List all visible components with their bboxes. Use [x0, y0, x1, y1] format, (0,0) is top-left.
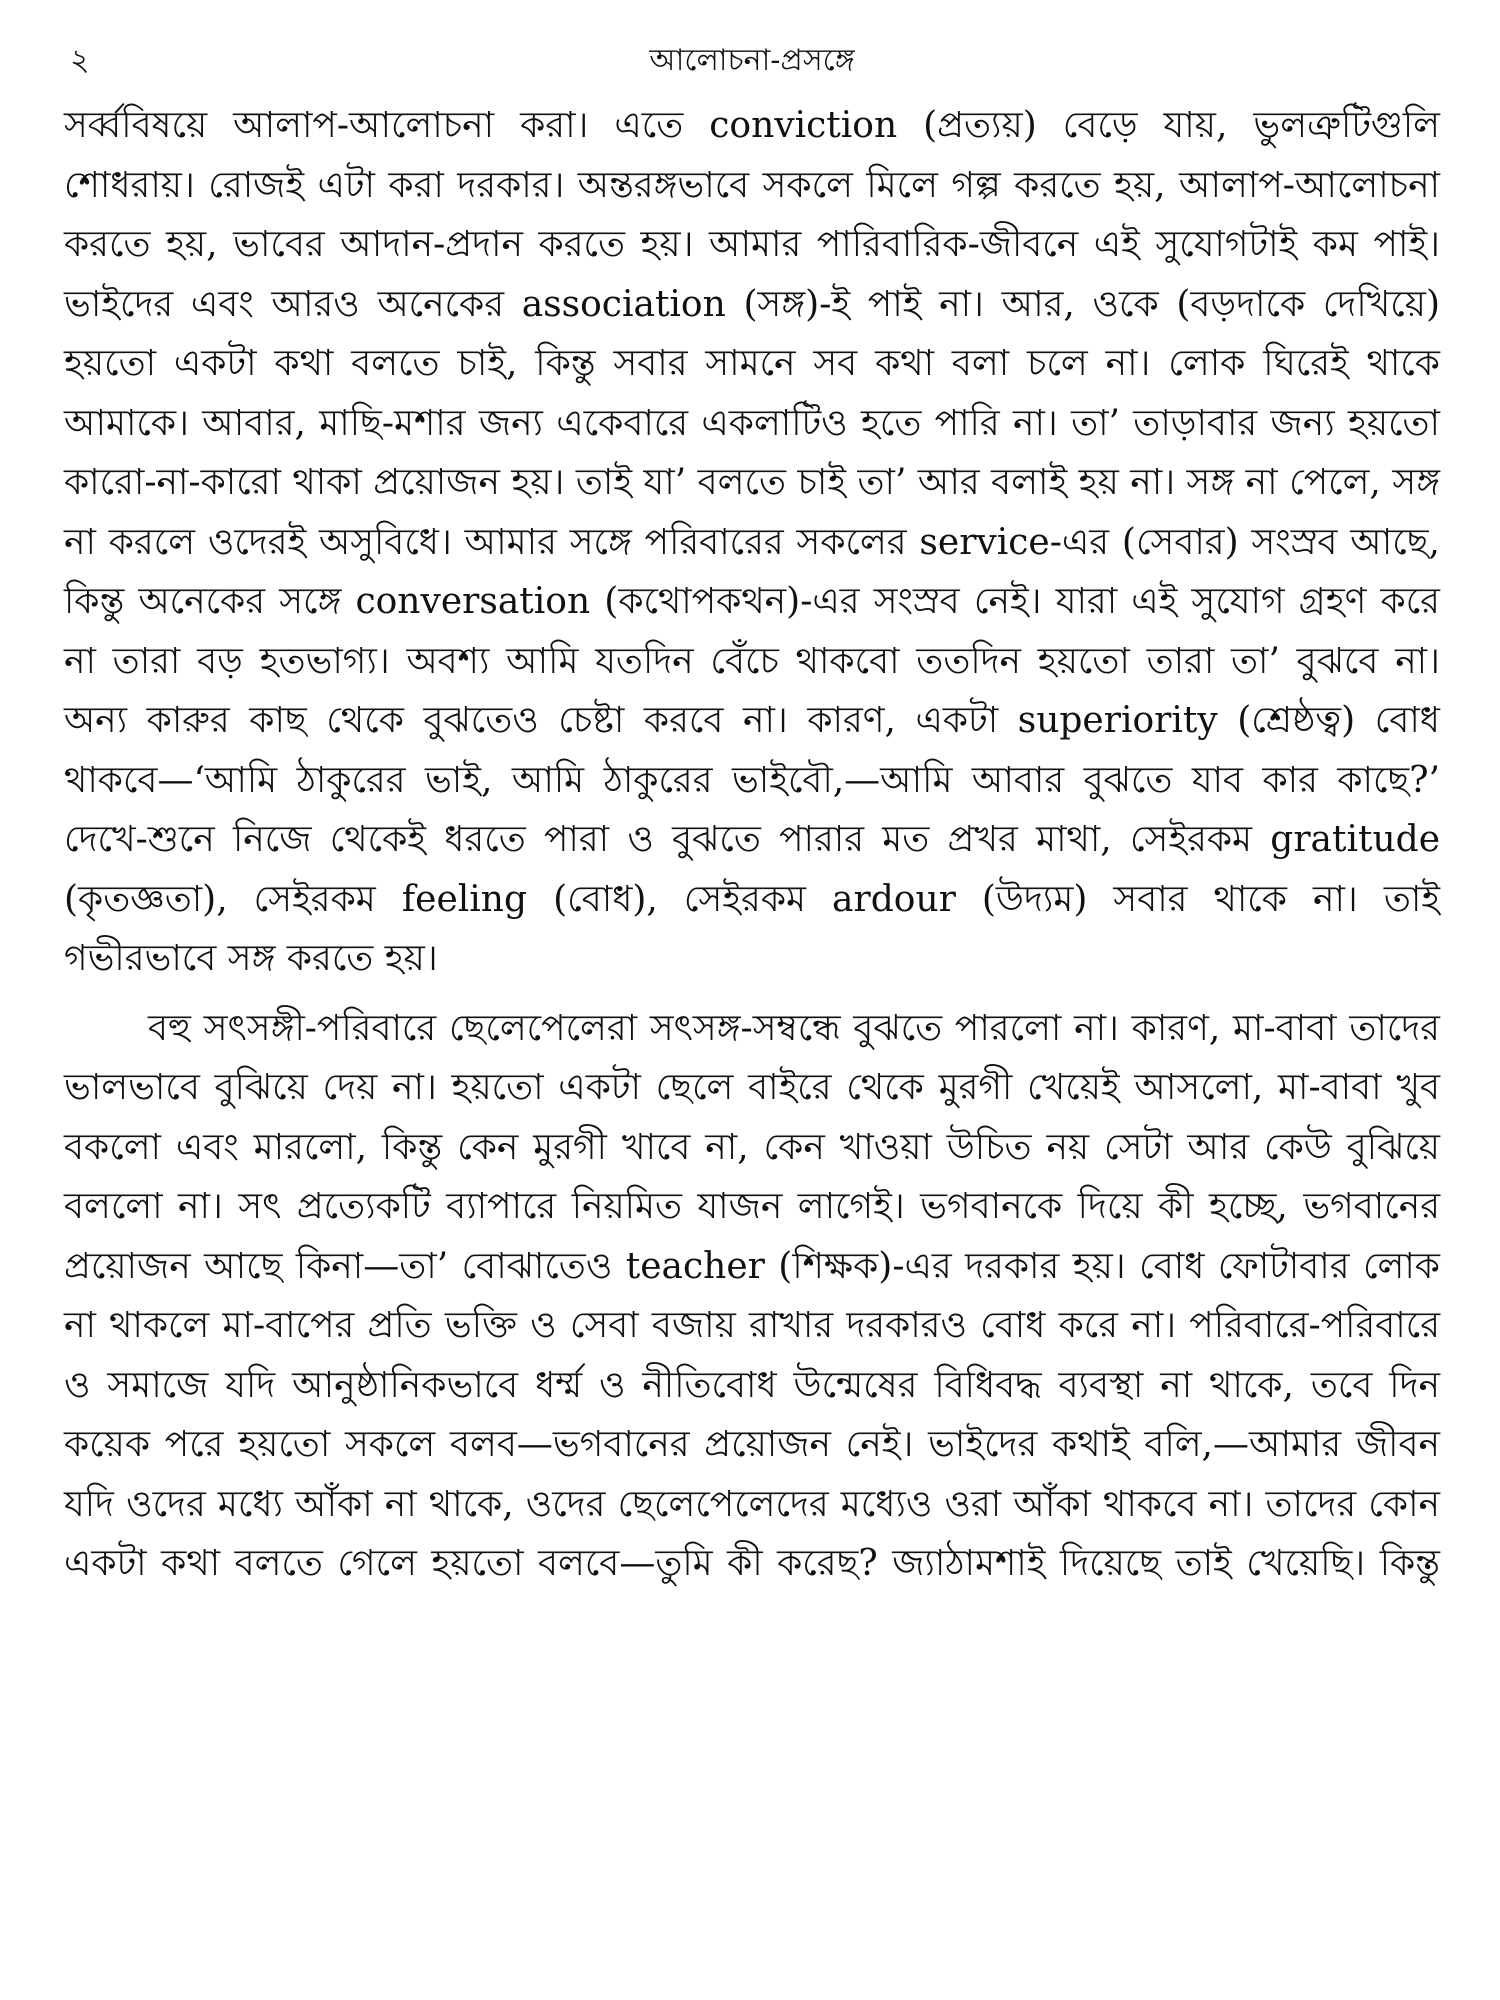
book-page [64, 30, 1440, 1970]
paragraph-2: বহু সৎসঙ্গী-পরিবারে ছেলেপেলেরা সৎসঙ্গ-সম্বন্ধে বুঝতে পারলো না। কারণ, মা-বাবা তাদের ভালভাবে বুঝিয়ে দেয় না। হয়তো একটা ছেলে বাইরে থেকে মুরগী খেয়েই আসলো, মা-বাবা খুব বকলো এবং মারলো, কিন্তু কেন মুরগী খাবে না, কেন খাওয়া উচিত নয় সেটা আর কেউ বুঝিয়ে বললো না। সৎ প্রত্যেকটি ব্যাপারে নিয়মিত যাজন লাগেই। ভগবানকে দিয়ে কী হচ্ছে, ভগবানের প্রয়োজন আছে কিনা—তা’ বোঝাতেও teacher (শিক্ষক)-এর দরকার হয়। বোধ ফোটাবার লোক না থাকলে মা-বাপের প্রতি ভক্তি ও সেবা বজায় রাখার দরকারও বোধ করে না। পরিবারে-পরিবারে ও সমাজে যদি আনুষ্ঠানিকভাবে ধর্ম্ম ও নীতিবোধ উন্মেষের বিধিবদ্ধ ব্যবস্থা না থাকে, তবে দিন কয়েক পরে হয়তো সকলে বলব—ভগবানের প্রয়োজন নেই। ভাইদের কথাই বলি,—আমার জীবন যদি ওদের মধ্যে আঁকা না থাকে, ওদের ছেলেপেলেদের মধ্যেও ওরা আঁকা থাকবে না। তাদের কোন একটা কথা বলতে গেলে হয়তো বলবে—তুমি কী করেছ? জ্যাঠামশাই দিয়েছে তাই খেয়েছি। কিন্তু [64, 1007, 1440, 1584]
running-head: আলোচনা-প্রসঙ্গে [649, 43, 855, 78]
page-number: ২ [70, 43, 90, 78]
page-header [64, 30, 1440, 96]
paragraph-1: সর্ব্ববিষয়ে আলাপ-আলোচনা করা। এতে conviction (প্রত্যয়) বেড়ে যায়, ভুলত্রুটিগুলি শোধরায়। রোজই এটা করা দরকার। অন্তরঙ্গভাবে সকলে মিলে গল্প করতে হয়, আলাপ-আলোচনা করতে হয়, ভাবের আদান-প্রদান করতে হয়। আমার পারিবারিক-জীবনে এই সুযোগটাই কম পাই। ভাইদের এবং আরও অনেকের association (সঙ্গ)-ই পাই না। আর, ওকে (বড়দাকে দেখিয়ে) হয়তো একটা কথা বলতে চাই, কিন্তু সবার সামনে সব কথা বলা চলে না। লোক ঘিরেই থাকে আমাকে। আবার, মাছি-মশার জন্য একেবারে একলাটিও হতে পারি না। তা’ তাড়াবার জন্য হয়তো কারো-না-কারো থাকা প্রয়োজন হয়। তাই যা’ বলতে চাই তা’ আর বলাই হয় না। সঙ্গ না পেলে, সঙ্গ না করলে ওদেরই অসুবিধে। আমার সঙ্গে পরিবারের সকলের service-এর (সেবার) সংস্রব আছে, কিন্তু অনেকের সঙ্গে conversation (কথোপকথন)-এর সংস্রব নেই। যারা এই সুযোগ গ্রহণ করে না তারা বড় হতভাগ্য। অবশ্য আমি যতদিন বেঁচে থাকবো ততদিন হয়তো তারা তা’ বুঝবে না। অন্য কারুর কাছ থেকে বুঝতেও চেষ্টা করবে না। কারণ, একটা superiority (শ্রেষ্ঠত্ব) বোধ থাকবে—‘আমি ঠাকুরের ভাই, আমি ঠাকুরের ভাইবৌ,—আমি আবার বুঝতে যাব কার কাছে?’ দেখে-শুনে নিজে থেকেই ধরতে পারা ও বুঝতে পারার মত প্রখর মাথা, সেইরকম gratitude (কৃতজ্ঞতা), সেইরকম feeling (বোধ), সেইরকম ardour (উদ্যম) সবার থাকে না। তাই গভীরভাবে সঙ্গ করতে হয়। [64, 105, 1440, 979]
